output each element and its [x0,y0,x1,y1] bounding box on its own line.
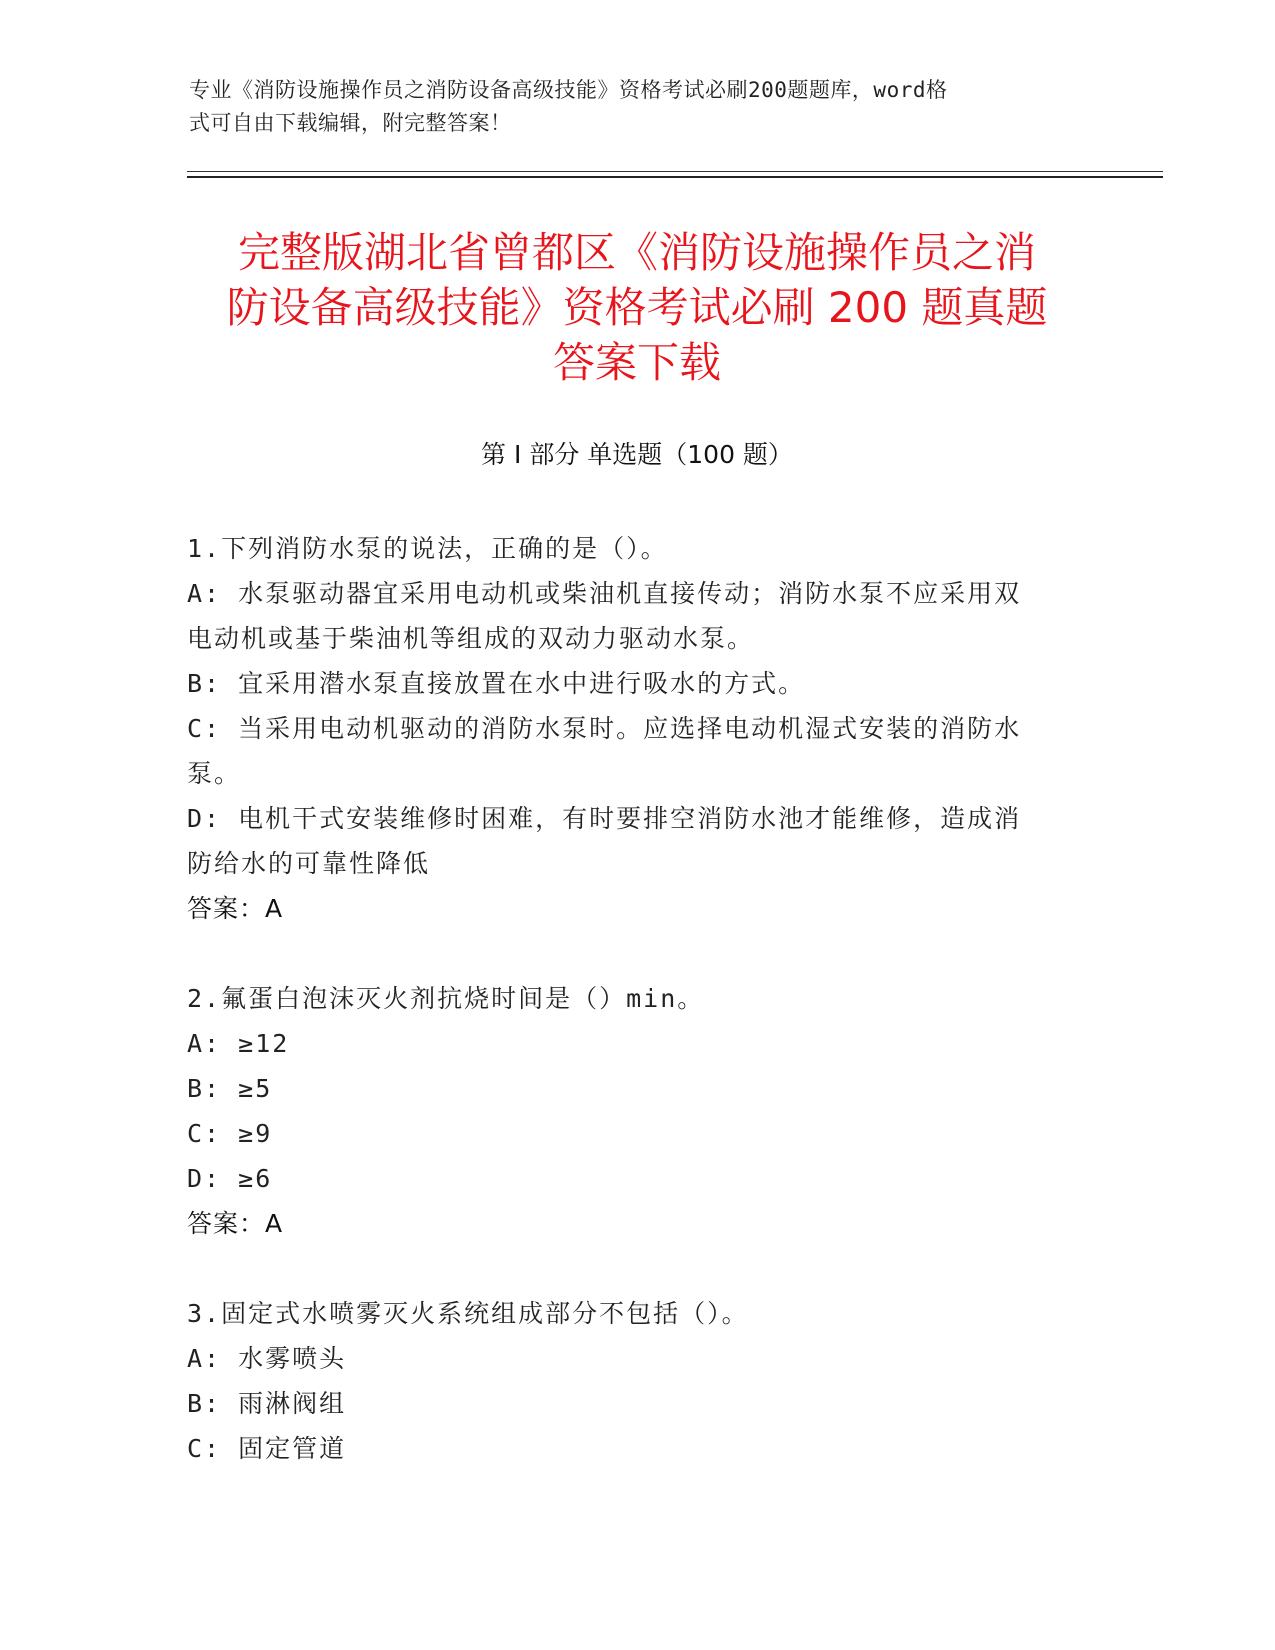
option-line: A: 水雾喷头 [187,1344,347,1373]
option-line: C: ≥9 [187,1119,273,1148]
header-note-line-1: 专业《消防设施操作员之消防设备高级技能》资格考试必刷200题题库，word格 [189,78,948,102]
question-2 [187,976,1087,1246]
title-line-2: 防设备高级技能》资格考试必刷 200 题真题 [226,283,1048,332]
header-divider-thick [187,176,1163,178]
answer-line: 答案：A [187,1209,284,1238]
option-line: D: ≥6 [187,1164,273,1193]
option-line: 电动机或基于柴油机等组成的双动力驱动水泵。 [187,624,755,653]
answer-line: 答案：A [187,894,284,923]
document-title [187,225,1087,390]
header-divider-thin [187,171,1163,172]
question-list [187,526,1087,1471]
option-line: 泵。 [187,759,242,788]
question-stem: 2.氟蛋白泡沫灭火剂抗烧时间是（）min。 [187,984,705,1013]
header-note [189,74,1069,140]
option-line: B: 宜采用潜水泵直接放置在水中进行吸水的方式。 [187,669,806,698]
question-stem: 3.固定式水喷雾灭火系统组成部分不包括（）。 [187,1299,749,1328]
option-line: A: ≥12 [187,1029,290,1058]
question-stem: 1.下列消防水泵的说法，正确的是（）。 [187,534,668,563]
option-line: A: 水泵驱动器宜采用电动机或柴油机直接传动；消防水泵不应采用双 [187,579,1022,608]
question-spacer [187,1246,1087,1291]
title-line-3: 答案下载 [552,338,721,387]
header-note-line-2: 式可自由下载编辑，附完整答案！ [189,111,512,135]
option-line: C: 当采用电动机驱动的消防水泵时。应选择电动机湿式安装的消防水 [187,714,1022,743]
question-3 [187,1291,1087,1471]
option-line: B: ≥5 [187,1074,273,1103]
option-line: C: 固定管道 [187,1434,347,1463]
question-1 [187,526,1087,931]
option-line: B: 雨淋阀组 [187,1389,347,1418]
option-line: D: 电机干式安装维修时困难，有时要排空消防水池才能维修，造成消 [187,804,1022,833]
title-line-1: 完整版湖北省曾都区《消防设施操作员之消 [237,228,1036,277]
question-spacer [187,931,1087,976]
section-heading: 第 I 部分 单选题（100 题） [481,440,793,469]
option-line: 防给水的可靠性降低 [187,849,431,878]
